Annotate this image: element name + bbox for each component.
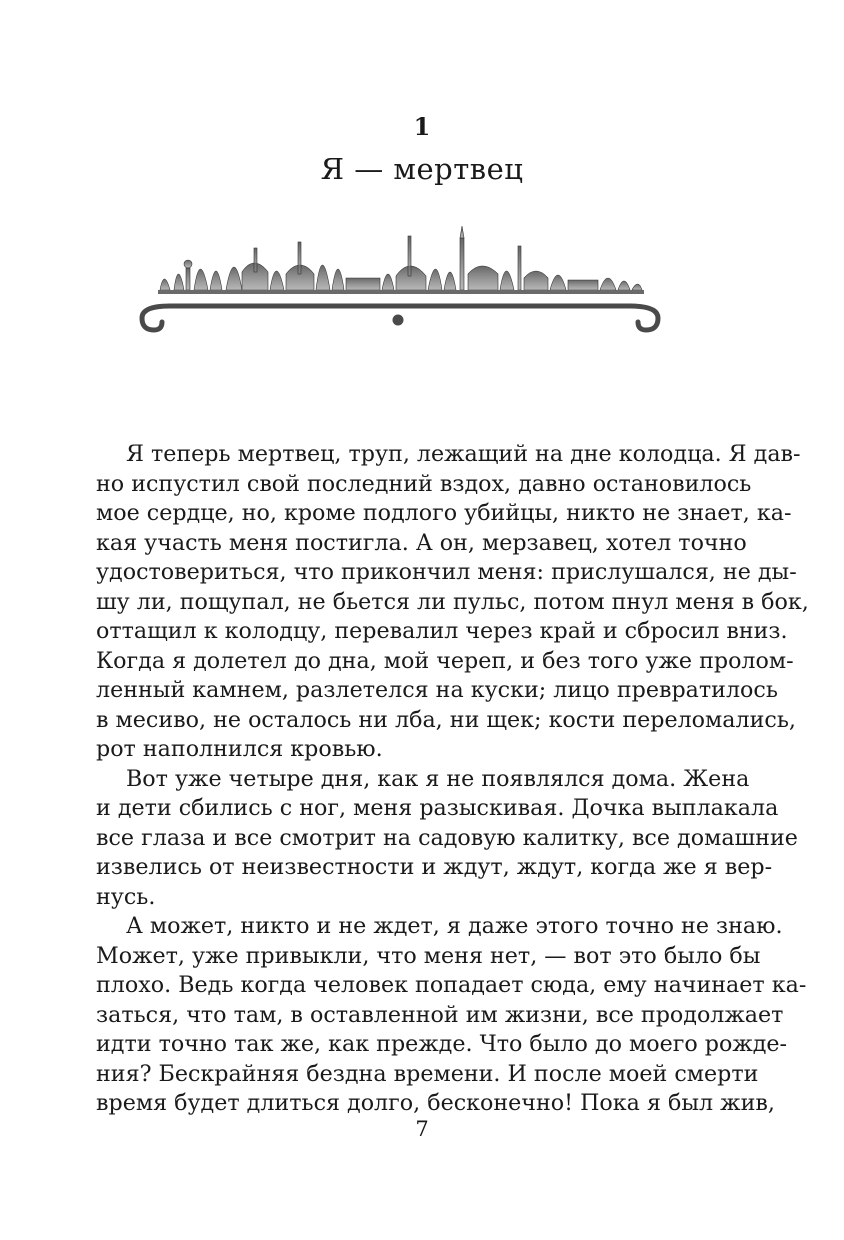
text-line: все глаза и все смотрит на садовую калитку, все домашние [96,824,798,851]
text-line: оттащил к колодцу, перевалил через край и сбросил вниз. [96,618,788,644]
text-line: время будет длиться долго, бесконечно! Пока я был жив, [96,1090,775,1116]
text-line: Вот уже четыре дня, как я не появлялся дома. Жена [126,765,750,792]
text-line: заться, что там, в оставленной им жизни, все продолжает [96,1001,784,1028]
paragraph [96,912,807,1119]
chapter-number: 1 [413,112,431,141]
paragraph [96,765,798,913]
paragraph [96,440,809,765]
text-line: рот наполнился кровью. [96,736,383,762]
page-number: 7 [415,1117,429,1141]
text-line: Может, уже привыкли, что меня нет, — вот это было бы [96,942,761,969]
body-text [96,440,809,1119]
text-line: удостовериться, что прикончил меня: прислушался, не ды- [96,559,797,585]
text-line: кая участь меня постигла. А он, мерзавец, хотел точно [96,529,747,556]
text-line: Я теперь мертвец, труп, лежащий на дне колодца. Я дав- [126,441,801,467]
text-line: и дети сбились с ног, меня разыскивая. Дочка выплакала [96,795,779,821]
chapter-title: Я — мертвец [320,152,524,186]
text-line: в месиво, не осталось ни лба, ни щек; кости переломались, [96,706,796,733]
text-line: но испустил свой последний вздох, давно остановилось [96,470,752,497]
text-line: плохо. Ведь когда человек попадает сюда, ему начинает ка- [96,972,807,998]
text-line: Когда я долетел до дна, мой череп, и без того уже пролом- [96,647,794,674]
text-line: нусь. [96,883,156,910]
text-line: ленный камнем, разлетелся на куски; лицо превратилось [96,677,778,703]
text-line: шу ли, пощупал, не бьется ли пульс, потом пнул меня в бок, [96,588,809,615]
city-skyline-ornament-icon [130,208,670,338]
text-line: ния? Бескрайняя бездна времени. И после моей смерти [96,1060,759,1087]
text-line: А может, никто и не ждет, я даже этого точно не знаю. [126,913,783,939]
text-line: извелись от неизвестности и ждут, ждут, когда же я вер- [96,854,773,880]
text-line: идти точно так же, как прежде. Что было до моего рожде- [96,1031,788,1057]
text-line: мое сердце, но, кроме подлого убийцы, никто не знает, ка- [96,500,792,526]
